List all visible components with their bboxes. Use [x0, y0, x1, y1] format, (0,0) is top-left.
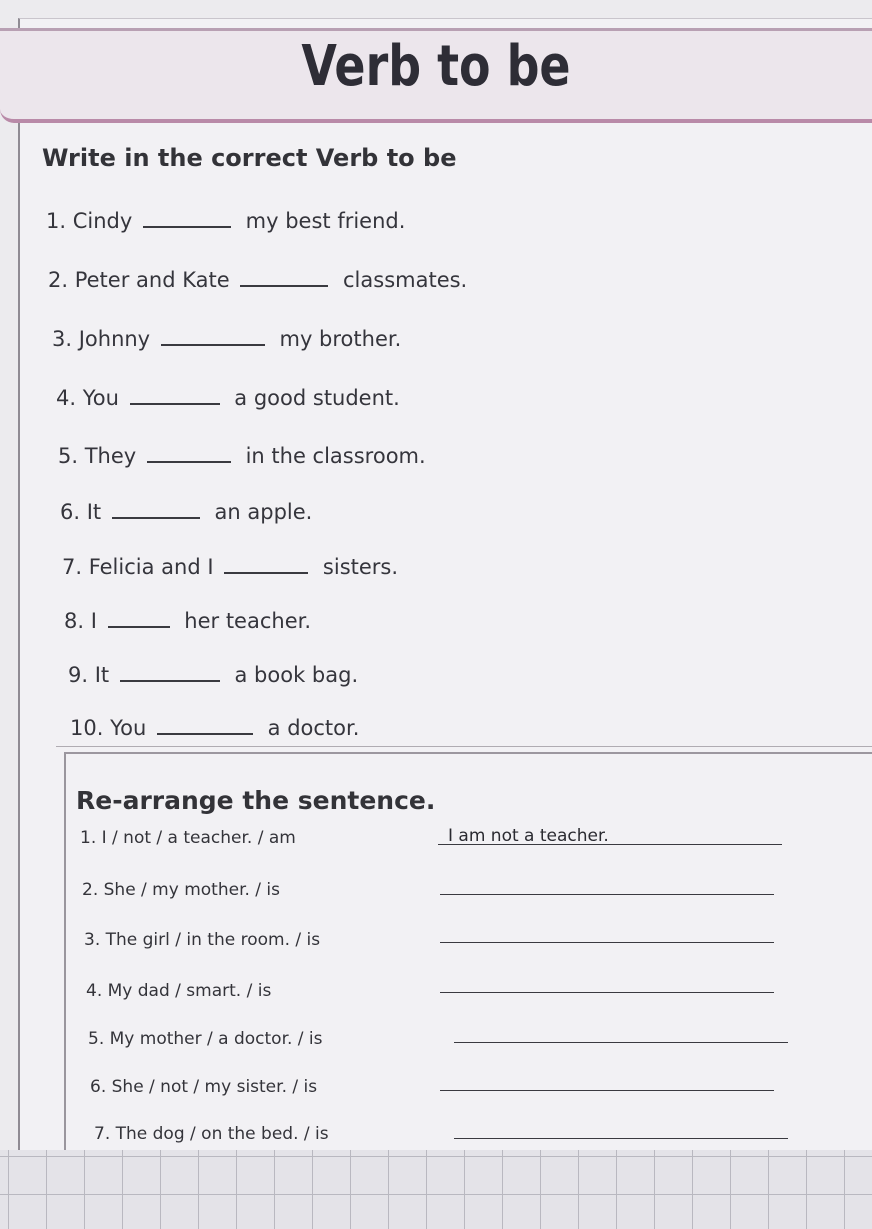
section1-heading: Write in the correct Verb to be	[42, 144, 457, 172]
answer-blank[interactable]	[224, 554, 308, 574]
item-text-before: 10. You	[70, 716, 147, 740]
item-text-before: 8. I	[64, 609, 97, 633]
item-text-before: 9. It	[68, 663, 110, 687]
item-text-before: 6. It	[60, 500, 102, 524]
rearrange-answer-line[interactable]: I am not a teacher.	[438, 826, 782, 845]
rearrange-answer-line[interactable]	[440, 876, 774, 895]
list-item	[60, 499, 312, 524]
item-text-after: in the classroom.	[245, 444, 426, 468]
item-text-before: 3. Johnny	[52, 327, 151, 351]
item-text-after: a book bag.	[234, 663, 359, 687]
answer-blank[interactable]	[108, 608, 170, 628]
item-text-after: a doctor.	[267, 716, 360, 740]
list-item	[52, 326, 401, 351]
list-item	[64, 608, 311, 633]
item-text-after: my best friend.	[245, 209, 406, 233]
rearrange-prompt: 2. She / my mother. / is	[82, 880, 281, 900]
answer-blank[interactable]	[147, 443, 231, 463]
answer-blank[interactable]	[161, 326, 265, 346]
list-item	[56, 385, 400, 410]
rearrange-answer-line[interactable]	[440, 924, 774, 943]
rearrange-prompt: 7. The dog / on the bed. / is	[94, 1124, 329, 1144]
list-item	[70, 715, 359, 740]
rearrange-answer-line[interactable]	[440, 1072, 774, 1091]
item-text-after: my brother.	[279, 327, 402, 351]
item-text-after: sisters.	[322, 555, 399, 579]
item-text-before: 1. Cindy	[46, 209, 133, 233]
answer-blank[interactable]	[130, 385, 220, 405]
page-title: Verb to be	[301, 34, 571, 99]
rearrange-answer-line[interactable]	[440, 974, 774, 993]
answer-blank[interactable]	[143, 208, 231, 228]
item-text-before: 2. Peter and Kate	[48, 268, 230, 292]
graph-paper-background	[0, 1150, 872, 1229]
rearrange-prompt: 1. I / not / a teacher. / am	[80, 828, 296, 848]
rearrange-prompt: 5. My mother / a doctor. / is	[88, 1029, 323, 1049]
list-item	[68, 662, 358, 687]
item-text-before: 7. Felicia and I	[62, 555, 214, 579]
item-text-after: an apple.	[214, 500, 313, 524]
rearrange-answer-line[interactable]	[454, 1024, 788, 1043]
rearrange-prompt: 3. The girl / in the room. / is	[84, 930, 321, 950]
item-text-after: a good student.	[234, 386, 400, 410]
item-text-after: classmates.	[343, 268, 468, 292]
section2-heading: Re-arrange the sentence.	[76, 786, 436, 815]
answer-blank[interactable]	[120, 662, 220, 682]
rearrange-prompt: 6. She / not / my sister. / is	[90, 1077, 318, 1097]
answer-blank[interactable]	[157, 715, 253, 735]
list-item	[58, 443, 426, 468]
item-text-after: her teacher.	[184, 609, 311, 633]
list-item	[46, 208, 405, 233]
rearrange-answer-line[interactable]	[454, 1120, 788, 1139]
answer-blank[interactable]	[112, 499, 200, 519]
answer-blank[interactable]	[240, 267, 328, 287]
list-item	[48, 267, 467, 292]
rearrange-prompt: 4. My dad / smart. / is	[86, 981, 272, 1001]
item-text-before: 4. You	[56, 386, 119, 410]
list-item	[62, 554, 398, 579]
item-text-before: 5. They	[58, 444, 137, 468]
